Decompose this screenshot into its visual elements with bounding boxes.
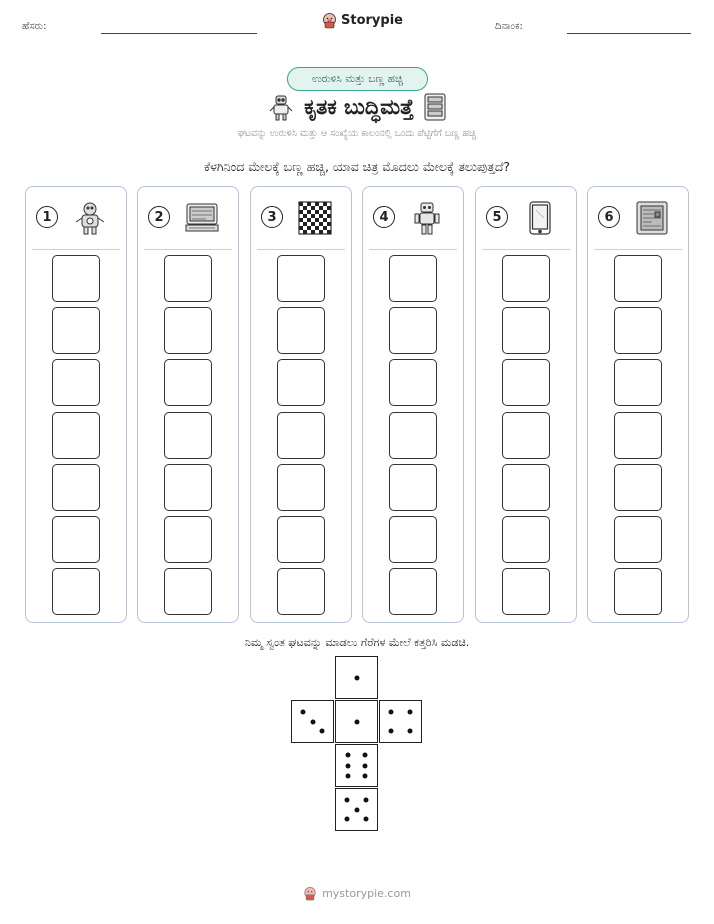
title-row [0,92,714,122]
subtitle: ಘಟವನ್ನು ಉರುಳಿಸಿ ಮತ್ತು ಆ ಸಂಖ್ಯೆಯ ಕಾಲಂನಲ್ಲಿ ಒಂದು ಪೆಟ್ಟಿಗೆಗೆ ಬಣ್ಣ ಹಚ್ಚಿ [237,128,477,139]
column-number: 5 [486,206,508,228]
color-box[interactable] [164,255,212,302]
robot-small-icon [409,200,445,236]
dice-pip [362,773,367,778]
dice-face [291,700,334,743]
dice-pip [363,816,368,821]
color-box[interactable] [614,464,662,511]
color-box[interactable] [52,568,100,615]
column-3 [250,186,352,623]
color-box[interactable] [52,359,100,406]
color-box[interactable] [277,359,325,406]
color-box[interactable] [164,568,212,615]
color-box[interactable] [277,412,325,459]
column-divider [482,249,570,250]
color-box[interactable] [277,307,325,354]
activity-tag: ಉರುಳಿಸಿ ಮತ್ತು ಬಣ್ಣ ಹಚ್ಚಿ [287,67,428,91]
color-box[interactable] [52,255,100,302]
color-box[interactable] [164,464,212,511]
column-divider [594,249,682,250]
dice-pip [346,773,351,778]
color-box[interactable] [502,307,550,354]
color-box[interactable] [164,412,212,459]
date-line[interactable] [567,33,691,34]
dice-face [335,788,378,831]
name-label: ಹೆಸರು: [22,21,47,32]
question: ಕೆಳಗಿನಿಂದ ಮೇಲಕ್ಕೆ ಬಣ್ಣ ಹಚ್ಚಿ, ಯಾವ ಚಿತ್ರ ಮೊದಲು ಮೇಲಕ್ಕೆ ತಲುಪುತ್ತದೆ? [203,159,511,174]
column-number: 1 [36,206,58,228]
dice-pip [310,719,315,724]
color-box[interactable] [277,255,325,302]
dice-face [335,700,378,743]
color-box[interactable] [164,359,212,406]
color-box[interactable] [502,255,550,302]
dice-pip [363,798,368,803]
dice-pip [345,798,350,803]
column-5 [475,186,577,623]
color-box[interactable] [52,412,100,459]
column-header [251,187,351,249]
robot-round-icon [72,200,108,236]
color-box[interactable] [614,255,662,302]
color-box[interactable] [614,307,662,354]
dice-pip [362,753,367,758]
column-header [588,187,688,249]
color-box[interactable] [502,516,550,563]
circuit-board-icon [634,200,670,236]
column-number: 2 [148,206,170,228]
dice-pip [407,728,412,733]
dice-pip [389,710,394,715]
color-box[interactable] [389,568,437,615]
dice-pip [354,719,359,724]
column-header [138,187,238,249]
color-box[interactable] [52,464,100,511]
dice-pip [354,807,359,812]
dice-pip [319,728,324,733]
name-line[interactable] [101,33,257,34]
color-box[interactable] [389,412,437,459]
color-box[interactable] [502,568,550,615]
column-divider [369,249,457,250]
color-box[interactable] [52,307,100,354]
dice-face [379,700,422,743]
column-header [26,187,126,249]
dice-pip [407,710,412,715]
column-number: 6 [598,206,620,228]
pig-mascot-icon [303,886,317,901]
color-box[interactable] [164,516,212,563]
column-header [476,187,576,249]
color-box[interactable] [502,464,550,511]
color-box[interactable] [164,307,212,354]
server-icon [424,93,446,121]
brand-logo [322,12,403,29]
dice-pip [362,763,367,768]
column-4 [362,186,464,623]
color-box[interactable] [614,568,662,615]
smartphone-icon [522,200,558,236]
color-box[interactable] [389,255,437,302]
dice-pip [301,710,306,715]
color-box[interactable] [277,516,325,563]
chessboard-icon [297,200,333,236]
column-6 [587,186,689,623]
color-box[interactable] [52,516,100,563]
color-box[interactable] [614,412,662,459]
robot-icon [268,93,294,121]
color-box[interactable] [502,359,550,406]
color-box[interactable] [389,307,437,354]
dice-pip [346,753,351,758]
computer-icon [184,200,220,236]
color-box[interactable] [502,412,550,459]
column-header [363,187,463,249]
dice-face [335,744,378,787]
column-number: 4 [373,206,395,228]
column-1 [25,186,127,623]
footer [0,886,714,901]
color-box[interactable] [389,516,437,563]
pig-mascot-icon [322,12,337,29]
column-2 [137,186,239,623]
dice-face [335,656,378,699]
color-box[interactable] [389,464,437,511]
brand-name: Storypie [341,13,403,28]
dice-pip [389,728,394,733]
color-box[interactable] [614,359,662,406]
dice-pip [346,763,351,768]
dice-instruction: ನಿಮ್ಮ ಸ್ವಂತ ಘಟವನ್ನು ಮಾಡಲು ಗೆರೆಗಳ ಮೇಲೆ ಕತ್ತರಿಸಿ ಮಡಚಿ. [244,636,470,649]
color-box[interactable] [277,464,325,511]
column-divider [144,249,232,250]
dice-pip [345,816,350,821]
page-title: ಕೃತಕ ಬುದ್ಧಿಮತ್ತೆ [304,94,414,119]
column-number: 3 [261,206,283,228]
footer-url[interactable]: mystorypie.com [322,887,411,900]
column-divider [32,249,120,250]
date-label: ದಿನಾಂಕ: [495,21,523,32]
column-divider [257,249,345,250]
color-box[interactable] [277,568,325,615]
color-box[interactable] [389,359,437,406]
dice-pip [354,675,359,680]
color-box[interactable] [614,516,662,563]
